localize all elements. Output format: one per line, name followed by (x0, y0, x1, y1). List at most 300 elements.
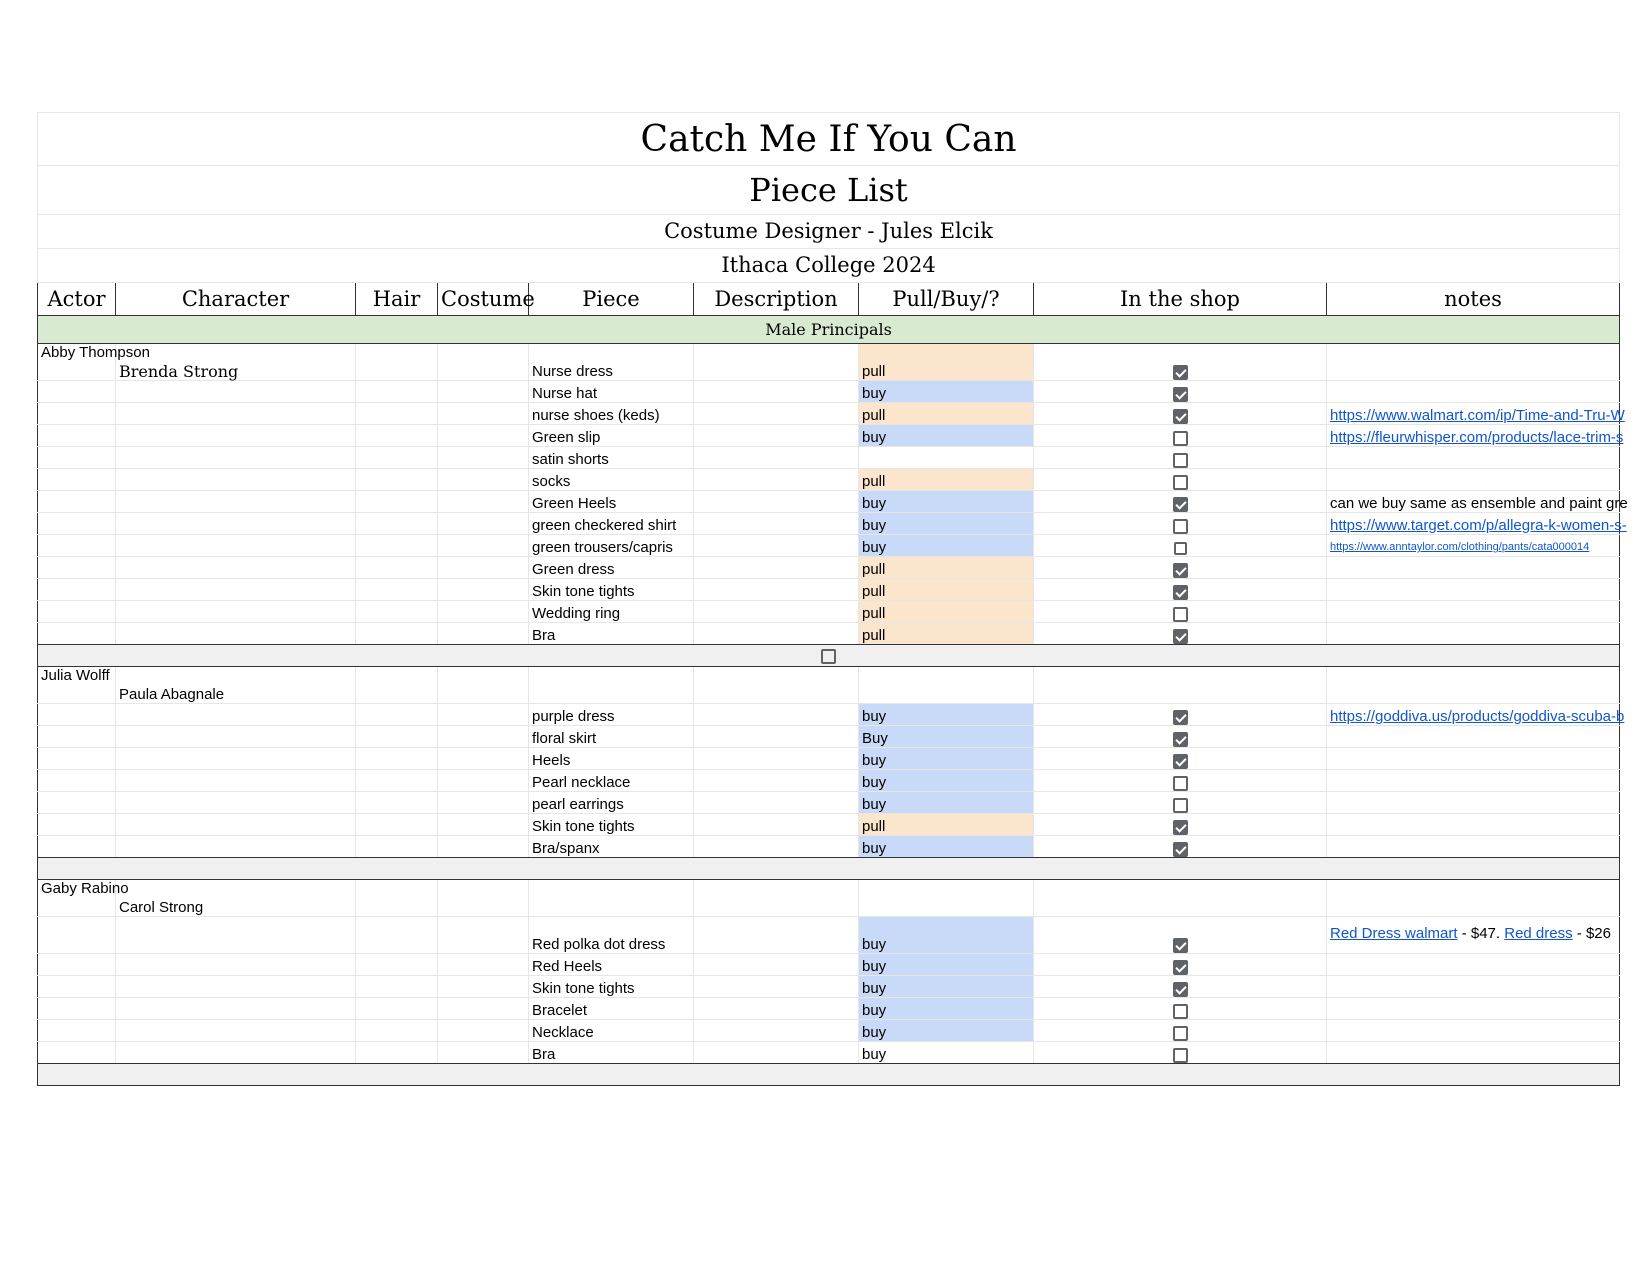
costume-cell (438, 917, 529, 954)
character-cell-empty (116, 425, 356, 447)
notes-cell (1327, 726, 1620, 748)
in-shop-cell[interactable] (1034, 1020, 1327, 1042)
notes-cell: can we buy same as ensemble and paint gre (1327, 491, 1620, 513)
description-cell[interactable] (694, 976, 859, 998)
actor-cell-empty (38, 917, 116, 954)
table-row (38, 792, 1620, 814)
in-shop-cell[interactable] (1034, 704, 1327, 726)
checkbox-checked-icon[interactable] (1173, 754, 1188, 769)
checkbox-unchecked-icon[interactable] (1173, 431, 1188, 446)
hair-cell (356, 1042, 438, 1064)
costume-cell (438, 557, 529, 579)
piece-cell: Nurse dress (529, 344, 694, 381)
actor-cell-empty (38, 704, 116, 726)
piece-cell: Bra (529, 623, 694, 645)
checkbox-checked-icon[interactable] (1173, 629, 1188, 644)
column-header-pull-buy: Pull/Buy/? (859, 283, 1034, 316)
in-shop-cell[interactable] (1034, 344, 1327, 381)
description-cell[interactable] (694, 513, 859, 535)
table-row (38, 601, 1620, 623)
description-cell[interactable] (694, 491, 859, 513)
description-cell[interactable] (694, 748, 859, 770)
costume-cell (438, 1042, 529, 1064)
checkbox-checked-icon[interactable] (1173, 409, 1188, 424)
status-cell[interactable]: buy (859, 1020, 1034, 1042)
actor-cell-empty (38, 954, 116, 976)
checkbox-checked-icon[interactable] (1173, 585, 1188, 600)
actor-row (38, 880, 1620, 917)
table-row (38, 748, 1620, 770)
character-cell-empty (116, 403, 356, 425)
description-cell[interactable] (694, 579, 859, 601)
actor-cell-empty (38, 425, 116, 447)
description-cell[interactable] (694, 792, 859, 814)
hair-cell (356, 535, 438, 557)
table-row (38, 814, 1620, 836)
in-shop-cell[interactable] (1034, 836, 1327, 858)
notes-cell (1327, 601, 1620, 623)
in-shop-cell[interactable] (1034, 770, 1327, 792)
status-cell[interactable]: buy (859, 976, 1034, 998)
status-cell[interactable]: pull (859, 601, 1034, 623)
in-shop-cell[interactable] (1034, 998, 1327, 1020)
description-cell[interactable] (694, 1042, 859, 1064)
checkbox-unchecked-icon[interactable] (1173, 453, 1188, 468)
costume-cell (438, 601, 529, 623)
notes-cell (1327, 1042, 1620, 1064)
status-cell[interactable]: buy (859, 954, 1034, 976)
costume-cell (438, 447, 529, 469)
actor-cell-empty (38, 814, 116, 836)
piece-cell: Wedding ring (529, 601, 694, 623)
column-header-character: Character (116, 283, 356, 316)
in-shop-cell[interactable] (1034, 469, 1327, 491)
notes-cell (1327, 344, 1620, 381)
notes-cell (1327, 513, 1627, 535)
in-shop-cell[interactable] (1034, 814, 1327, 836)
note-link[interactable]: https://fleurwhisper.com/products/lace-trim-s (1330, 429, 1624, 446)
header-row (38, 283, 1620, 316)
piece-cell: Green dress (529, 557, 694, 579)
character-cell-empty (116, 917, 356, 954)
character-cell-empty (116, 535, 356, 557)
hair-cell (356, 770, 438, 792)
costume-cell (438, 1020, 529, 1042)
table-row (38, 381, 1620, 403)
costume-cell (438, 792, 529, 814)
costume-cell (438, 814, 529, 836)
status-cell[interactable]: pull (859, 557, 1034, 579)
piece-list-sheet (37, 112, 1628, 1086)
actor-name: Gaby Rabino (38, 880, 116, 917)
status-cell[interactable]: pull (859, 403, 1034, 425)
notes-cell (1327, 976, 1620, 998)
piece-cell: Red Heels (529, 954, 694, 976)
costume-cell (438, 469, 529, 491)
actor-name: Abby Thompson (38, 344, 116, 381)
description-cell[interactable] (694, 998, 859, 1020)
hair-cell (356, 513, 438, 535)
group-separator (38, 1064, 1620, 1086)
checkbox-checked-icon[interactable] (1173, 387, 1188, 402)
character-cell-empty (116, 447, 356, 469)
actor-cell-empty (38, 623, 116, 645)
designer-credit: Costume Designer - Jules Elcik (38, 215, 1620, 249)
notes-cell (1327, 792, 1620, 814)
status-cell[interactable]: buy (859, 917, 1034, 954)
checkbox-checked-icon[interactable] (1173, 710, 1188, 725)
table-row (38, 535, 1620, 557)
status-cell[interactable]: buy (859, 836, 1034, 858)
actor-cell-empty (38, 381, 116, 403)
venue-credit: Ithaca College 2024 (38, 249, 1620, 283)
column-header-piece: Piece (529, 283, 694, 316)
checkbox-checked-icon[interactable] (1173, 982, 1188, 997)
character-cell-empty (116, 1042, 356, 1064)
checkbox-unchecked-icon[interactable] (1173, 475, 1188, 490)
piece-cell: Bracelet (529, 998, 694, 1020)
in-shop-cell[interactable] (1034, 726, 1327, 748)
status-cell[interactable]: buy (859, 381, 1034, 403)
description-cell[interactable] (694, 726, 859, 748)
costume-cell (438, 976, 529, 998)
notes-cell (1327, 814, 1620, 836)
hair-cell (356, 998, 438, 1020)
costume-cell (438, 513, 529, 535)
notes-cell (1327, 623, 1620, 645)
notes-cell (1327, 381, 1620, 403)
table-row (38, 491, 1620, 513)
description-cell[interactable] (694, 425, 859, 447)
table-row (38, 579, 1620, 601)
piece-cell: Heels (529, 748, 694, 770)
hair-cell (356, 792, 438, 814)
character-cell-empty (116, 726, 356, 748)
notes-cell (1327, 579, 1620, 601)
character-cell-empty (116, 748, 356, 770)
status-cell[interactable]: buy (859, 1042, 1034, 1064)
checkbox-checked-icon[interactable] (1173, 960, 1188, 975)
hair-cell (356, 381, 438, 403)
notes-cell (1327, 447, 1620, 469)
status-cell[interactable]: pull (859, 344, 1034, 381)
sheet-subtitle: Piece List (38, 166, 1620, 215)
table-row (38, 836, 1620, 858)
piece-cell: satin shorts (529, 447, 694, 469)
piece-cell: Necklace (529, 1020, 694, 1042)
status-cell[interactable]: buy (859, 704, 1034, 726)
description-cell[interactable] (694, 557, 859, 579)
empty-cell (438, 880, 529, 917)
piece-cell: green trousers/capris (529, 535, 694, 557)
status-cell[interactable]: buy (859, 513, 1034, 535)
empty-cell (694, 667, 859, 704)
character-cell-empty (116, 954, 356, 976)
in-shop-cell[interactable] (1034, 601, 1327, 623)
hair-cell (356, 976, 438, 998)
actor-row (38, 667, 1620, 704)
in-shop-cell[interactable] (1034, 425, 1327, 447)
status-cell[interactable]: buy (859, 425, 1034, 447)
checkbox-checked-icon[interactable] (1173, 842, 1188, 857)
character-cell-empty (116, 491, 356, 513)
status-cell[interactable]: pull (859, 814, 1034, 836)
checkbox-unchecked-icon[interactable] (821, 649, 836, 664)
costume-cell (438, 704, 529, 726)
piece-cell: socks (529, 469, 694, 491)
character-cell-empty (116, 381, 356, 403)
in-shop-cell[interactable] (1034, 535, 1327, 557)
note-link[interactable]: Red dress (1504, 925, 1573, 942)
actor-row (38, 344, 1620, 381)
empty-cell (1034, 880, 1327, 917)
actor-cell-empty (38, 836, 116, 858)
piece-cell: nurse shoes (keds) (529, 403, 694, 425)
in-shop-cell[interactable] (1034, 513, 1327, 535)
separator-cell (38, 1064, 1620, 1086)
checkbox-unchecked-icon[interactable] (1173, 776, 1188, 791)
separator-cell (38, 645, 1620, 667)
status-cell[interactable]: Buy (859, 726, 1034, 748)
empty-cell (859, 667, 1034, 704)
description-cell[interactable] (694, 704, 859, 726)
column-header-costume: Costume (438, 283, 529, 316)
actor-cell-empty (38, 748, 116, 770)
character-name: Brenda Strong (116, 344, 356, 381)
in-shop-cell[interactable] (1034, 954, 1327, 976)
description-cell[interactable] (694, 814, 859, 836)
character-cell-empty (116, 814, 356, 836)
in-shop-cell[interactable] (1034, 381, 1327, 403)
note-link[interactable]: Red Dress walmart (1330, 925, 1458, 942)
hair-cell (356, 403, 438, 425)
column-header-hair: Hair (356, 283, 438, 316)
table-row (38, 447, 1620, 469)
hair-cell (356, 557, 438, 579)
description-cell[interactable] (694, 1020, 859, 1042)
in-shop-cell[interactable] (1034, 748, 1327, 770)
notes-cell (1327, 954, 1620, 976)
note-link[interactable]: https://www.anntaylor.com/clothing/pants/cata000014 (1330, 541, 1590, 553)
description-cell[interactable] (694, 447, 859, 469)
empty-cell (1327, 667, 1620, 704)
costume-cell (438, 491, 529, 513)
hair-cell (356, 425, 438, 447)
notes-cell (1327, 748, 1620, 770)
in-shop-cell[interactable] (1034, 579, 1327, 601)
actor-cell-empty (38, 403, 116, 425)
character-cell-empty (116, 557, 356, 579)
piece-cell: Green slip (529, 425, 694, 447)
hair-cell (356, 344, 438, 381)
hair-cell (356, 491, 438, 513)
description-cell[interactable] (694, 535, 859, 557)
empty-cell (1327, 880, 1620, 917)
checkbox-checked-icon[interactable] (1173, 732, 1188, 747)
description-cell[interactable] (694, 381, 859, 403)
description-cell[interactable] (694, 623, 859, 645)
costume-cell (438, 998, 529, 1020)
empty-cell (529, 667, 694, 704)
notes-cell (1327, 535, 1620, 557)
note-link[interactable]: https://www.target.com/p/allegra-k-women-s- (1330, 517, 1627, 534)
description-cell[interactable] (694, 344, 859, 381)
costume-cell (438, 381, 529, 403)
costume-cell (438, 579, 529, 601)
checkbox-unchecked-icon[interactable] (1174, 542, 1187, 555)
piece-cell: Nurse hat (529, 381, 694, 403)
character-cell-empty (116, 976, 356, 998)
empty-cell (356, 880, 438, 917)
status-cell[interactable]: buy (859, 491, 1034, 513)
empty-cell (529, 880, 694, 917)
description-cell[interactable] (694, 836, 859, 858)
empty-cell (356, 667, 438, 704)
actor-name: Julia Wolff (38, 667, 116, 704)
actor-cell-empty (38, 601, 116, 623)
actor-cell-empty (38, 469, 116, 491)
status-cell[interactable]: buy (859, 770, 1034, 792)
piece-cell: Skin tone tights (529, 976, 694, 998)
actor-cell-empty (38, 770, 116, 792)
section-label: Male Principals (38, 316, 1620, 344)
hair-cell (356, 814, 438, 836)
description-cell[interactable] (694, 403, 859, 425)
status-cell[interactable]: buy (859, 748, 1034, 770)
actor-cell-empty (38, 535, 116, 557)
note-price: - $47. (1457, 925, 1505, 942)
piece-cell: green checkered shirt (529, 513, 694, 535)
hair-cell (356, 579, 438, 601)
column-header-actor: Actor (38, 283, 116, 316)
in-shop-cell[interactable] (1034, 403, 1327, 425)
piece-cell: Skin tone tights (529, 814, 694, 836)
hair-cell (356, 623, 438, 645)
status-cell[interactable]: pull (859, 623, 1034, 645)
costume-cell (438, 836, 529, 858)
notes-cell (1327, 469, 1620, 491)
costume-cell (438, 726, 529, 748)
empty-cell (438, 667, 529, 704)
character-cell-empty (116, 792, 356, 814)
character-cell-empty (116, 770, 356, 792)
checkbox-unchecked-icon[interactable] (1173, 519, 1188, 534)
checkbox-checked-icon[interactable] (1173, 938, 1188, 953)
checkbox-unchecked-icon[interactable] (1173, 607, 1188, 622)
checkbox-checked-icon[interactable] (1173, 497, 1188, 512)
status-cell[interactable]: buy (859, 792, 1034, 814)
in-shop-cell[interactable] (1034, 792, 1327, 814)
character-cell-empty (116, 513, 356, 535)
description-cell[interactable] (694, 770, 859, 792)
description-cell[interactable] (694, 469, 859, 491)
description-cell[interactable] (694, 954, 859, 976)
actor-cell-empty (38, 726, 116, 748)
hair-cell (356, 917, 438, 954)
notes-cell (1327, 704, 1625, 726)
notes-cell (1327, 557, 1620, 579)
empty-cell (859, 880, 1034, 917)
column-header-in-the-shop: In the shop (1034, 283, 1327, 316)
piece-cell: Bra (529, 1042, 694, 1064)
status-cell[interactable] (859, 447, 1034, 469)
note-price: - $26 (1572, 925, 1611, 942)
column-header-description: Description (694, 283, 859, 316)
note-link[interactable]: https://www.walmart.com/ip/Time-and-Tru-W (1330, 407, 1625, 424)
checkbox-checked-icon[interactable] (1173, 563, 1188, 578)
column-header-notes: notes (1327, 283, 1620, 316)
actor-cell-empty (38, 976, 116, 998)
actor-cell-empty (38, 513, 116, 535)
note-link[interactable]: https://goddiva.us/products/goddiva-scuba-b (1330, 708, 1625, 725)
in-shop-cell[interactable] (1034, 623, 1327, 645)
in-shop-cell[interactable] (1034, 976, 1327, 998)
in-shop-cell[interactable] (1034, 447, 1327, 469)
notes-cell (1327, 998, 1620, 1020)
checkbox-unchecked-icon[interactable] (1173, 798, 1188, 813)
hair-cell (356, 836, 438, 858)
character-cell-empty (116, 469, 356, 491)
character-cell-empty (116, 998, 356, 1020)
character-cell-empty (116, 579, 356, 601)
notes-cell (1327, 425, 1624, 447)
notes-cell (1327, 917, 1620, 954)
description-cell[interactable] (694, 601, 859, 623)
checkbox-checked-icon[interactable] (1173, 365, 1188, 380)
in-shop-cell[interactable] (1034, 917, 1327, 954)
hair-cell (356, 1020, 438, 1042)
character-cell-empty (116, 623, 356, 645)
actor-cell-empty (38, 998, 116, 1020)
table-row (38, 998, 1620, 1020)
in-shop-cell[interactable] (1034, 491, 1327, 513)
checkbox-checked-icon[interactable] (1173, 820, 1188, 835)
costume-cell (438, 403, 529, 425)
separator-cell (38, 858, 1620, 880)
hair-cell (356, 704, 438, 726)
status-cell[interactable]: buy (859, 998, 1034, 1020)
table-row (38, 917, 1620, 954)
actor-cell-empty (38, 792, 116, 814)
table-row (38, 976, 1620, 998)
checkbox-unchecked-icon[interactable] (1173, 1004, 1188, 1019)
table-row (38, 469, 1620, 491)
status-cell[interactable]: pull (859, 579, 1034, 601)
table-row (38, 1042, 1620, 1064)
checkbox-unchecked-icon[interactable] (1173, 1026, 1188, 1041)
status-cell[interactable]: buy (859, 535, 1034, 557)
piece-cell: pearl earrings (529, 792, 694, 814)
checkbox-unchecked-icon[interactable] (1173, 1048, 1188, 1063)
table-row (38, 770, 1620, 792)
actor-cell-empty (38, 1020, 116, 1042)
table-row (38, 1020, 1620, 1042)
status-cell[interactable]: pull (859, 469, 1034, 491)
sheet-title: Catch Me If You Can (38, 113, 1620, 166)
costume-cell (438, 954, 529, 976)
costume-cell (438, 770, 529, 792)
description-cell[interactable] (694, 917, 859, 954)
hair-cell (356, 447, 438, 469)
table-row (38, 726, 1620, 748)
hair-cell (356, 601, 438, 623)
character-name: Carol Strong (116, 880, 356, 917)
in-shop-cell[interactable] (1034, 1042, 1327, 1064)
piece-cell: Pearl necklace (529, 770, 694, 792)
in-shop-cell[interactable] (1034, 557, 1327, 579)
hair-cell (356, 954, 438, 976)
character-cell-empty (116, 704, 356, 726)
